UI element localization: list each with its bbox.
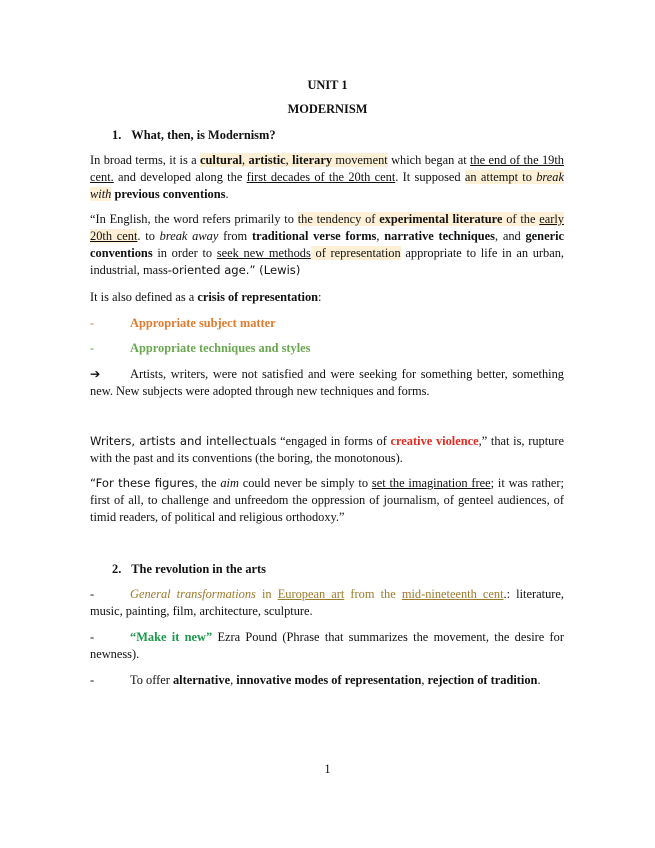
arrow-icon: ➔	[90, 366, 101, 381]
paragraph-crisis: It is also defined as a crisis of representation:	[90, 290, 322, 304]
list-item: - General transformations in European art from the mid-nineteenth cent.: literature, music, painting, film, architecture, sculpture.	[90, 587, 564, 618]
unit-label: UNIT 1	[307, 78, 348, 92]
page-title: MODERNISM	[287, 102, 368, 116]
paragraph-lewis-quote: “In English, the word refers primarily to the tendency of experimental literature of the early 20th cent. to break away from traditional verse forms, narrative techniques, and generic conventions in order to seek new methods of representation appropriate to life in an urban, industrial, mass-oriented age.” (Lewis)	[90, 212, 565, 277]
section-2-heading: 2. The revolution in the arts	[112, 562, 266, 576]
paragraph-creative-violence: Writers, artists and intellectuals “engaged in forms of creative violence,” that is, rupture with the past and its conventions (the boring, the monotonous).	[90, 434, 564, 465]
paragraph-arrow: ➔ Artists, writers, were not satisfied and were seeking for something better, something new. New subjects were adopted through new techniques and forms.	[90, 366, 564, 398]
section-1-heading: 1. What, then, is Modernism?	[112, 128, 276, 142]
list-item: - Appropriate subject matter	[90, 316, 276, 330]
list-item: - Appropriate techniques and styles	[90, 341, 311, 355]
list-item: - To offer alternative, innovative modes of representation, rejection of tradition.	[90, 673, 541, 687]
paragraph-definition: In broad terms, it is a cultural, artistic, literary movement which began at the end of the 19th cent. and developed along the first decades of the 20th cent. It supposed an attempt to break with previous conventions.	[90, 153, 565, 201]
list-item: - “Make it new” Ezra Pound (Phrase that summarizes the movement, the desire for newness).	[90, 630, 564, 661]
paragraph-figures-quote: “For these figures, the aim could never be simply to set the imagination free; it was rather; first of all, to challenge and unfreedom the oppression of journalism, of genteel audiences, of timid readers, of political and religious orthodoxy.”	[90, 476, 564, 524]
page-number: 1	[324, 762, 331, 776]
